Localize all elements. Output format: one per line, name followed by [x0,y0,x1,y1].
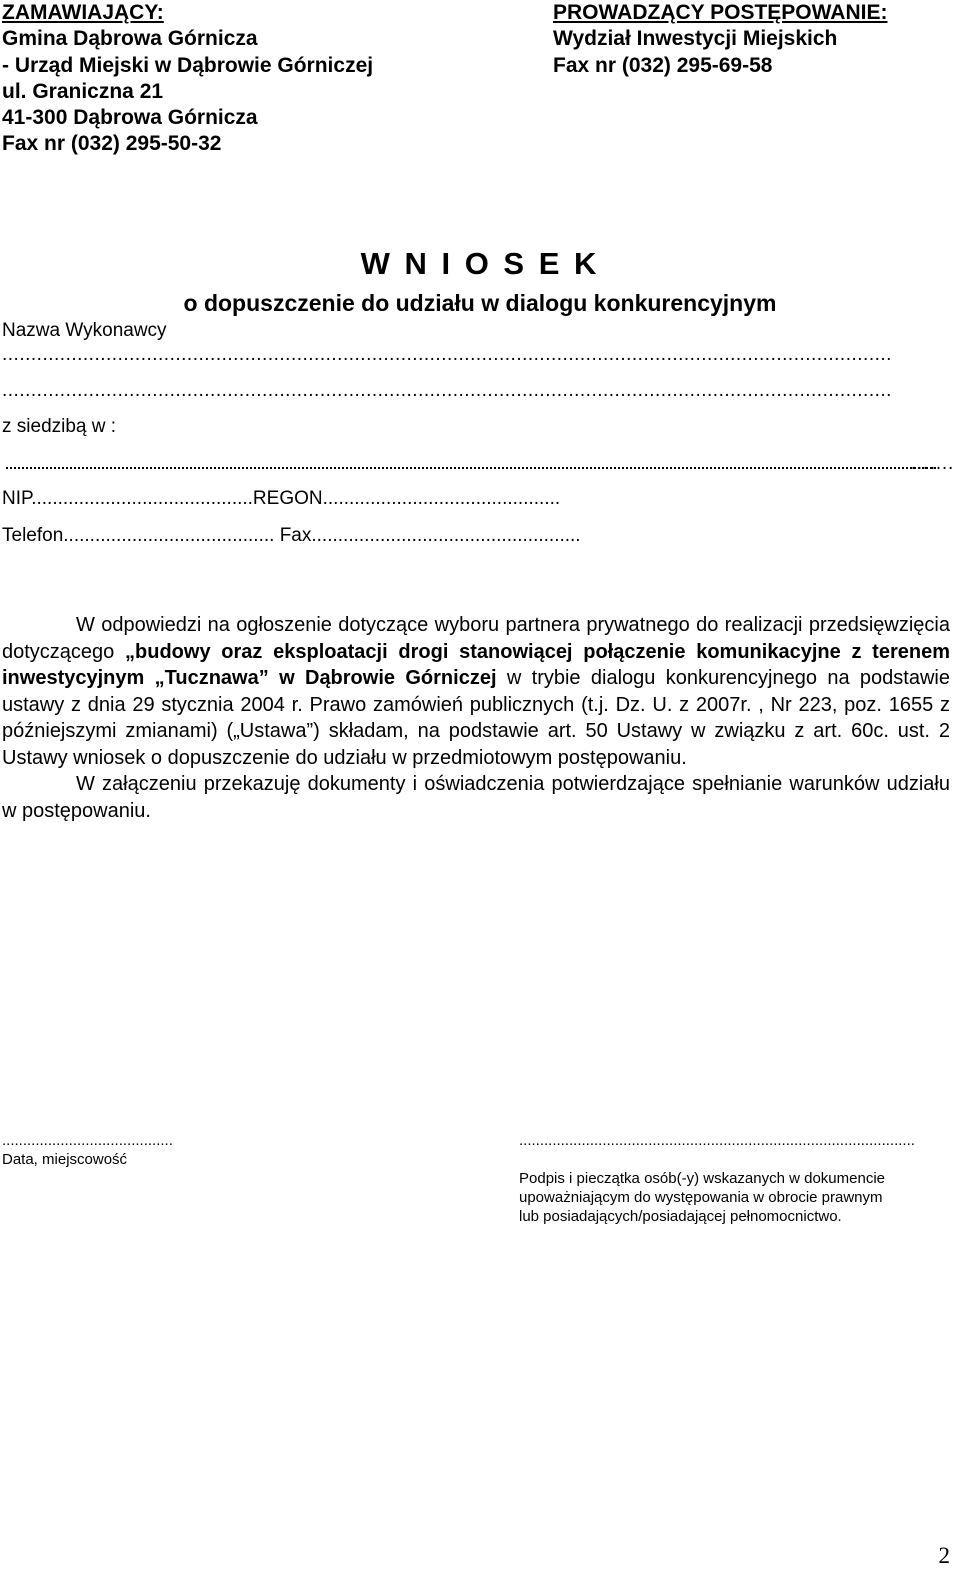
contractor-name-line-1: .......................................................................................................................................................... [2,344,892,365]
seat-line-end: ……. [910,453,954,474]
investment-name: „budowy oraz eksploatacji drogi stanowiącej połączenie komunikacyjne z terenem inwestycyjnym „Tucznawa” w Dąbrowie Górniczej [2,640,950,689]
body-text [2,612,950,824]
conductor-block [553,0,887,79]
signature-caption-line: Podpis i pieczątka osób(-y) wskazanych w dokumencie [519,1170,885,1187]
body-paragraph-2: W załączeniu przekazuję dokumenty i oświadczenia potwierdzające spełnianie warunków udziału w postępowaniu. [2,773,950,822]
date-label: Data, miejscowość [2,1151,128,1168]
body-paragraph-1 [2,612,950,771]
document-subtitle: o dopuszczenie do udziału w dialogu konkurencyjnym [183,290,777,316]
conductor-line: Wydział Inwestycji Miejskich [553,27,838,51]
body-p1-start: W odpowiedzi na ogłoszenie dotyczące wyboru partnera prywatnego do realizacji przedsięwzięcia dotyczącego [2,614,950,663]
orderer-block [2,0,373,158]
signature-caption-line: upoważniającym do występowania w obrocie prawnym [519,1189,883,1206]
signature-caption-line: lub posiadających/posiadającej pełnomocnictwo. [519,1208,842,1225]
body-p1-end: w trybie dialogu konkurencyjnego na podstawie ustawy z dnia 29 stycznia 2004 r. Prawo zamówień publicznych (t.j. Dz. U. z 2007r. , Nr 223, poz. 1655 z późniejszymi zmianami) („Ustawa”) składam, na podstawie art. 50 Ustawy w związku z art. 60c. ust. 2 Ustawy wniosek o dopuszczenie do udziału w przedmiotowym postępowaniu. [2,667,950,769]
conductor-line: Fax nr (032) 295-69-58 [553,53,773,77]
signature-dots: ............................................................................................... [519,1132,915,1149]
document-title: W N I O S E K [360,246,600,281]
orderer-line: ul. Graniczna 21 [2,79,164,103]
seat-dotted-line [6,467,936,469]
seat-label: z siedzibą w : [2,416,117,437]
orderer-line: - Urząd Miejski w Dąbrowie Górniczej [2,53,374,77]
orderer-line: Gmina Dąbrowa Górnicza [2,27,258,51]
orderer-line: 41-300 Dąbrowa Górnicza [2,106,258,130]
page-number: 2 [938,1543,950,1568]
orderer-label: ZAMAWIAJĄCY: [2,1,164,24]
signature-caption [519,1169,885,1226]
nip-regon-line: NIP..........................................REGON............................................. [2,488,561,509]
date-dots: ......................................... [2,1132,173,1149]
phone-fax-line: Telefon........................................ Fax................................................... [2,525,581,546]
orderer-line: Fax nr (032) 295-50-32 [2,132,222,156]
contractor-name-line-2: .......................................................................................................................................................... [2,380,892,401]
contractor-name-label: Nazwa Wykonawcy [2,320,167,341]
conductor-label: PROWADZĄCY POSTĘPOWANIE: [553,1,888,24]
